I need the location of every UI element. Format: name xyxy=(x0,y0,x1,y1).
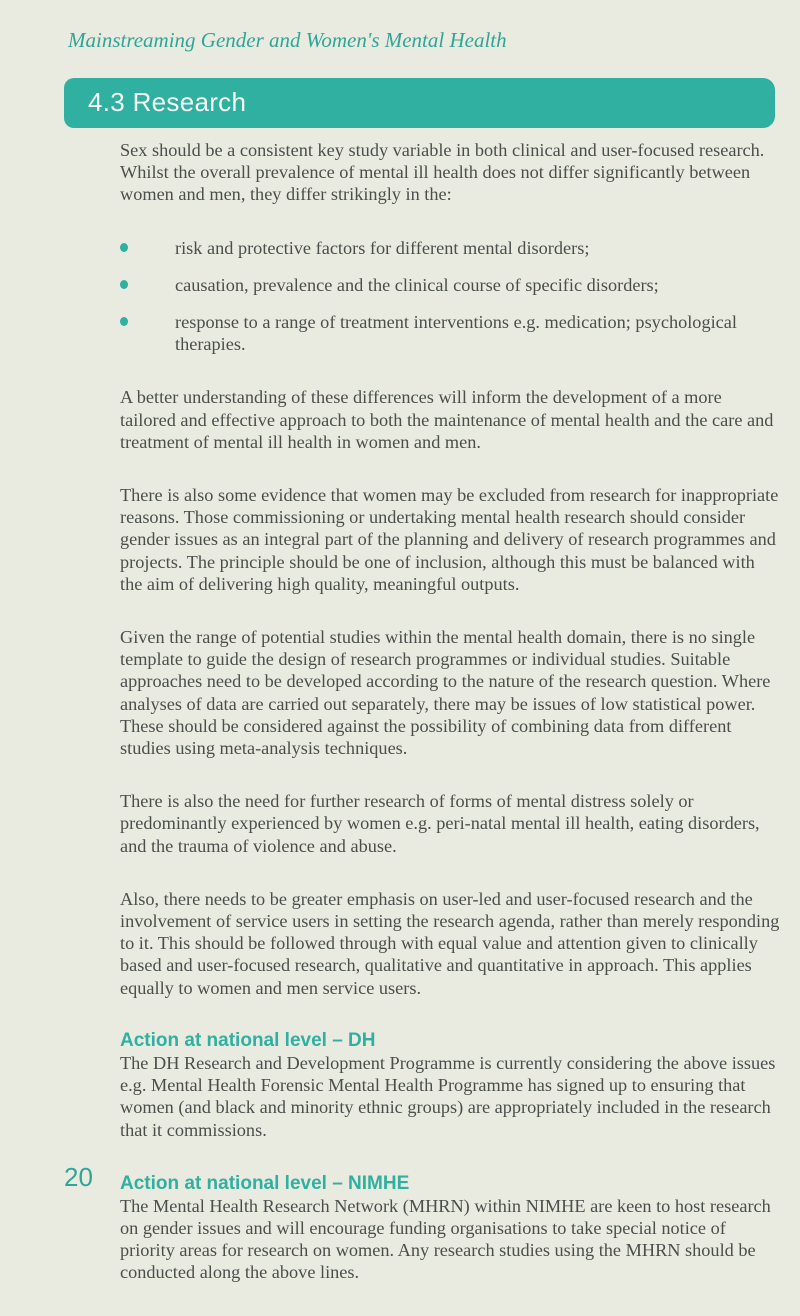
running-title: Mainstreaming Gender and Women's Mental Health xyxy=(68,28,507,52)
main-content xyxy=(120,139,780,1316)
list-item-text: causation, prevalence and the clinical course of specific disorders; xyxy=(175,274,659,295)
bullet-dot-icon xyxy=(120,243,128,252)
understanding-paragraph: A better understanding of these differences will inform the development of a more tailored and effective approach to both the maintenance of mental health and the care and treatment of mental ill health in women and men. xyxy=(120,387,774,452)
action-nimhe-body: The Mental Health Research Network (MHRN) within NIMHE are keen to host research on gender issues and will encourage funding organisations to take special notice of priority areas for research on women. Any research studies using the MHRN should be conducted along the above lines. xyxy=(120,1195,771,1283)
bullet-dot-icon xyxy=(120,280,128,289)
action-dh-body: The DH Research and Development Programme is currently considering the above issues e.g. Mental Health Forensic Mental Health Programme has signed up to ensuring that women (and black and minority ethnic groups) are appropriately included in the research that it commissions. xyxy=(120,1052,776,1140)
section-header-bar xyxy=(64,78,775,128)
action-nimhe xyxy=(120,1173,780,1284)
bullet-dot-icon xyxy=(120,317,128,326)
intro-paragraph: Sex should be a consistent key study variable in both clinical and user-focused research. Whilst the overall prevalence of mental ill health does not differ significantly between women and men, they differ strikingly in the: xyxy=(120,140,765,205)
differences-list xyxy=(120,237,780,356)
list-item xyxy=(120,237,780,259)
action-dh xyxy=(120,1030,780,1141)
exclusion-paragraph: There is also some evidence that women may be excluded from research for inappropriate reasons. Those commissioning or undertaking mental health research should consider gender issues as an integral part of the planning and delivery of research programmes and projects. The principle should be one of inclusion, although this must be balanced with the aim of delivering high quality, meaningful outputs. xyxy=(120,485,779,594)
list-item-text: response to a range of treatment interventions e.g. medication; psychological therapies. xyxy=(175,312,737,355)
list-item xyxy=(120,311,780,355)
action-dh-heading: Action at national level – DH xyxy=(120,1029,376,1051)
action-nimhe-heading: Action at national level – NIMHE xyxy=(120,1172,410,1194)
user-led-paragraph: Also, there needs to be greater emphasis on user-led and user-focused research and the involvement of service users in setting the research agenda, rather than merely responding to it. This should be followed through with equal value and attention given to clinically based and user-focused research, qualitative and quantitative in approach. This applies equally to women and men service users. xyxy=(120,888,780,998)
further-research-paragraph: There is also the need for further research of forms of mental distress solely or predominantly experienced by women e.g. peri-natal mental ill health, eating disorders, and the trauma of violence and abuse. xyxy=(120,791,760,856)
list-item xyxy=(120,274,780,296)
list-item-text: risk and protective factors for different mental disorders; xyxy=(175,237,590,258)
page-number: 20 xyxy=(64,1162,93,1192)
template-paragraph: Given the range of potential studies within the mental health domain, there is no single template to guide the design of research programmes or individual studies. Suitable approaches need to be developed according to the nature of the research question. Where analyses of data are carried out separately, there may be issues of low statistical power. These should be considered against the possibility of combining data from different studies using meta-analysis techniques. xyxy=(120,627,771,759)
section-title: 4.3 Research xyxy=(88,87,247,117)
